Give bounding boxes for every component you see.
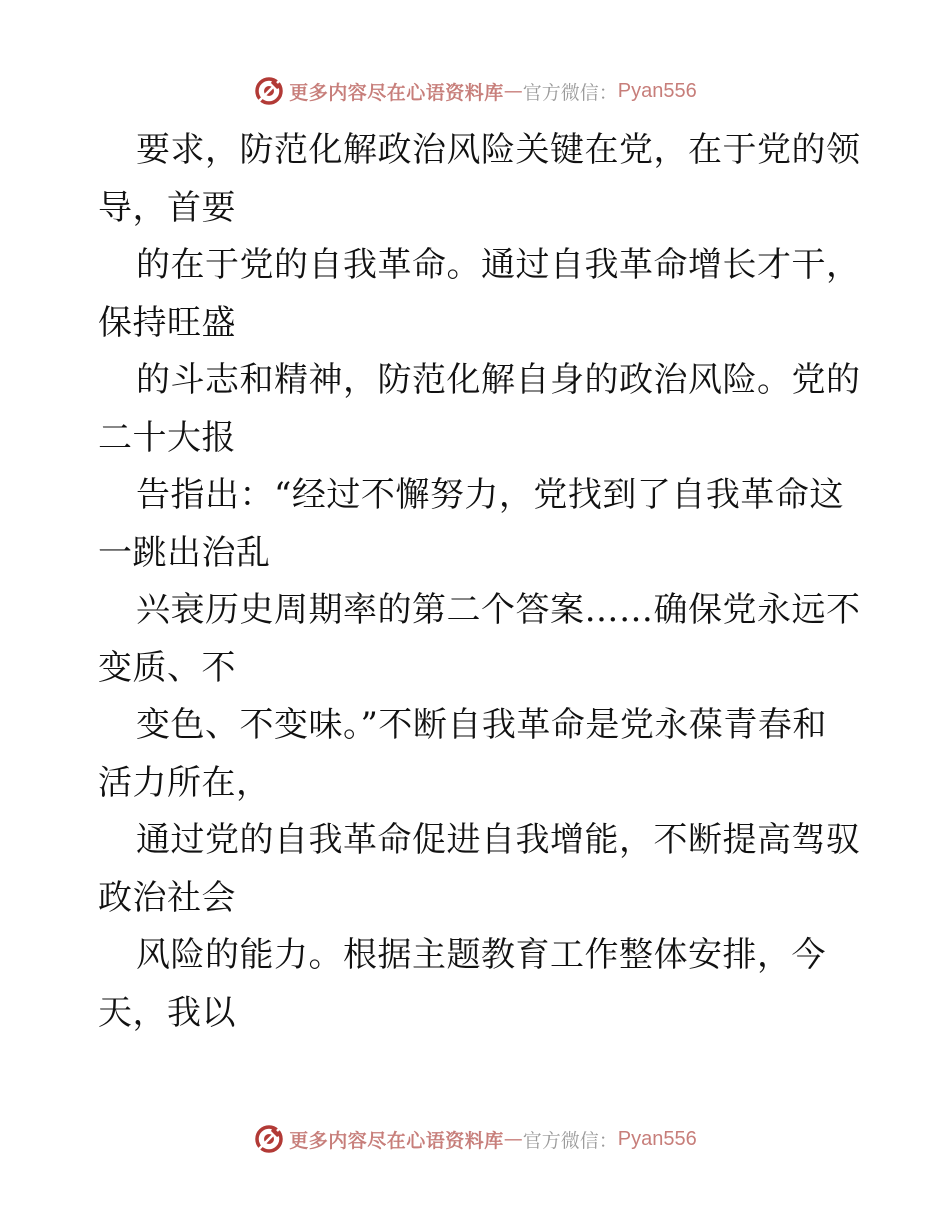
text-line: 兴衰历史周期率的第二个答案……确保党永远不 — [136, 590, 861, 630]
text-line: 变质、不 — [98, 647, 236, 688]
text-line: 天，我以 — [98, 992, 236, 1033]
text-line: 一跳出治乱 — [98, 532, 271, 573]
footer-banner — [0, 1119, 950, 1159]
text-line: 风险的能力。根据主题教育工作整体安排，今 — [136, 935, 826, 975]
text-line: 政治社会 — [98, 877, 236, 918]
banner-dash: — — [503, 1128, 523, 1150]
pen-logo-icon — [253, 75, 285, 107]
text-line: 的斗志和精神，防范化解自身的政治风险。党的 — [136, 360, 861, 400]
text-line: 二十大报 — [98, 417, 236, 458]
text-line: 的在于党的自我革命。通过自我革命增长才干， — [136, 245, 861, 285]
text-line: 活力所在， — [98, 762, 271, 803]
text-line: 告指出：“经过不懈努力，党找到了自我革命这 — [136, 475, 844, 515]
body-text — [98, 122, 861, 1042]
header-banner — [0, 71, 950, 111]
text-line: 导，首要 — [98, 187, 236, 228]
text-line: 保持旺盛 — [98, 302, 236, 343]
banner-text: 更多内容尽在心语资料库 — [289, 81, 504, 104]
text-line: 通过党的自我革命促进自我增能，不断提高驾驭 — [136, 820, 861, 860]
banner-dash: — — [503, 80, 523, 102]
banner-wechat-label: 官方微信： — [522, 1129, 618, 1152]
banner-text: 更多内容尽在心语资料库 — [289, 1129, 504, 1152]
text-line: 变色、不变味。”不断自我革命是党永葆青春和 — [136, 705, 827, 745]
text-line: 要求，防范化解政治风险关键在党，在于党的领 — [136, 130, 861, 170]
banner-wechat-id: Pyan556 — [617, 79, 697, 102]
pen-logo-icon — [253, 1123, 285, 1155]
banner-wechat-label: 官方微信： — [522, 81, 618, 104]
banner-wechat-id: Pyan556 — [617, 1127, 697, 1150]
